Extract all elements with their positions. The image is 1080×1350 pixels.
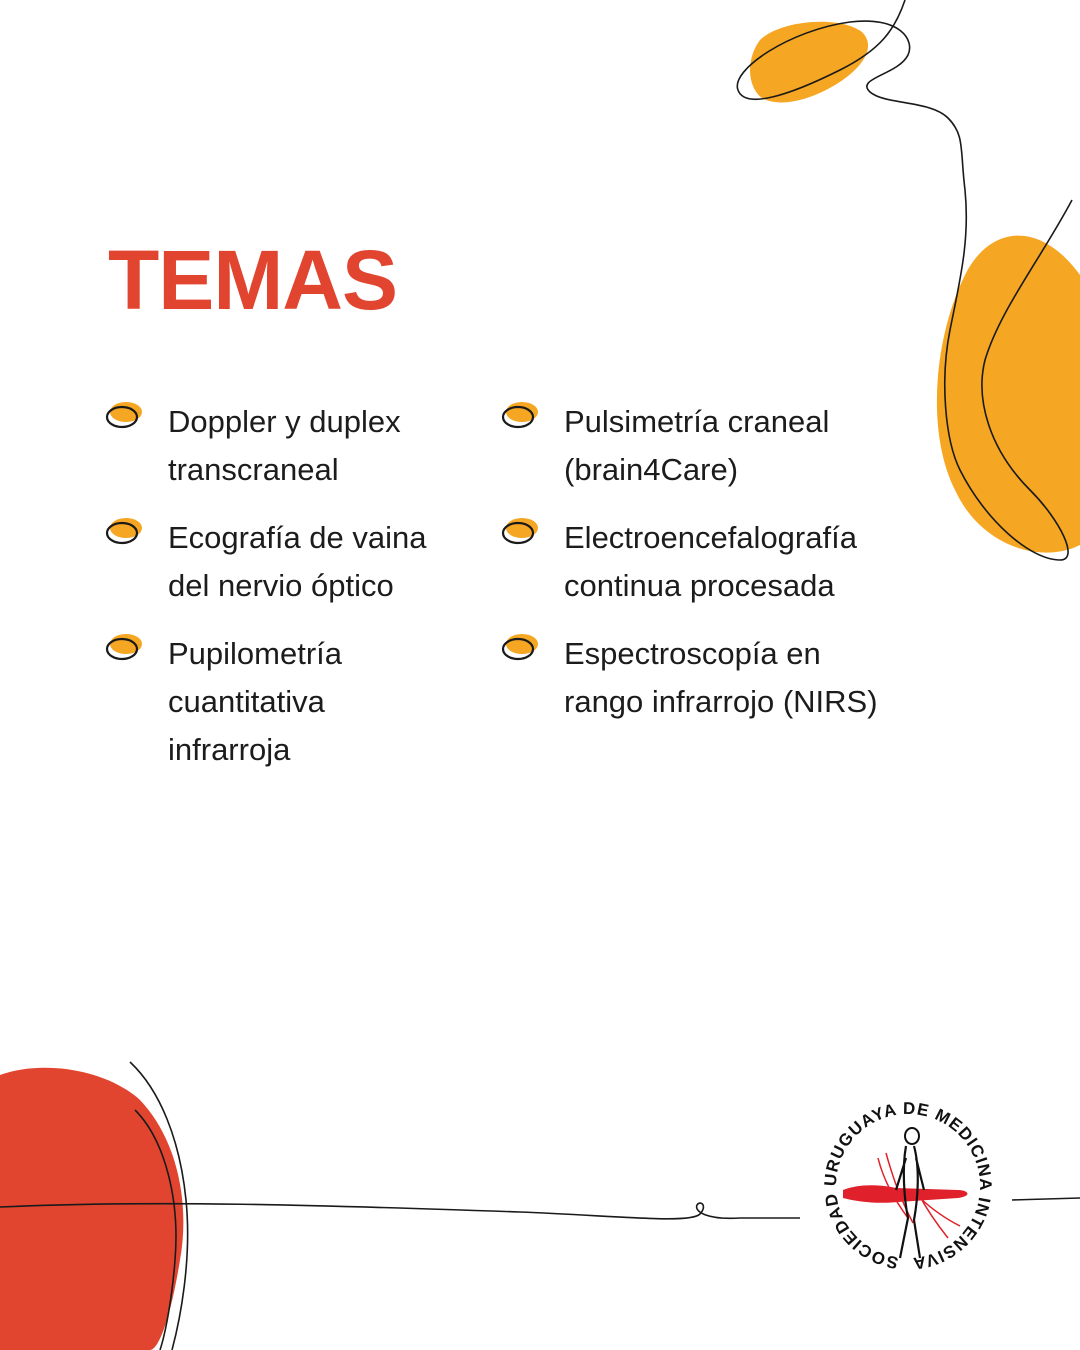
right-orange-blob	[937, 236, 1080, 553]
orange-blob-circle-icon	[104, 516, 144, 548]
topic-item	[104, 398, 464, 494]
topics-right-column	[500, 398, 940, 746]
topic-item	[500, 630, 940, 726]
topic-item	[500, 514, 940, 610]
topic-label: Doppler y duplex transcraneal	[168, 404, 401, 487]
topic-item	[104, 514, 464, 610]
topic-label: Pulsimetría craneal (brain4Care)	[564, 404, 830, 487]
bottom-red-blob	[0, 1068, 183, 1350]
topics-left-column	[104, 398, 464, 794]
orange-blob-circle-icon	[500, 516, 540, 548]
topic-item	[500, 398, 940, 494]
topic-item	[104, 630, 464, 774]
orange-blob-circle-icon	[500, 400, 540, 432]
top-orange-blob	[750, 22, 868, 103]
bottom-line-right	[1012, 1198, 1080, 1200]
topic-label: Electroencefalografía continua procesada	[564, 520, 857, 603]
society-logo	[808, 1098, 1008, 1288]
topic-label: Ecografía de vaina del nervio óptico	[168, 520, 427, 603]
topic-label: Pupilometría cuantitativa infrarroja	[168, 636, 343, 767]
orange-blob-circle-icon	[104, 400, 144, 432]
orange-blob-circle-icon	[500, 632, 540, 664]
logo-ring-text: SOCIEDAD URUGUAYA DE MEDICINA INTENSIVA	[820, 1098, 996, 1274]
orange-blob-circle-icon	[104, 632, 144, 664]
topic-label: Espectroscopía en rango infrarrojo (NIRS)	[564, 636, 878, 719]
page-title: TEMAS	[108, 233, 397, 327]
